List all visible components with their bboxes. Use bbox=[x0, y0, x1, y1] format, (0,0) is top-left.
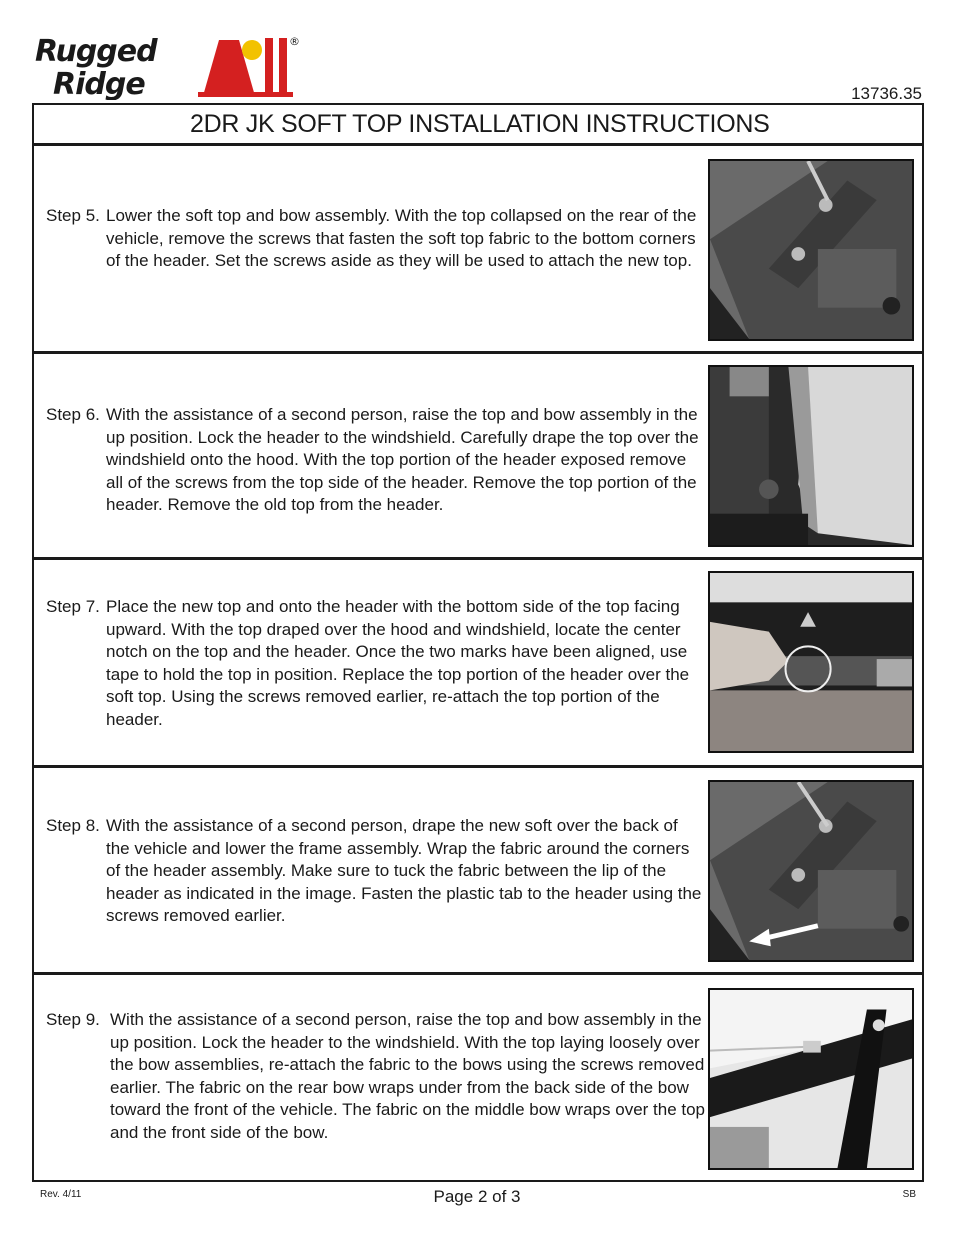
step-6-photo bbox=[708, 365, 914, 547]
step-9 bbox=[34, 975, 922, 1180]
step-label: Step 9. bbox=[46, 1010, 100, 1029]
title-row bbox=[34, 105, 922, 146]
author-initials: SB bbox=[902, 1189, 916, 1200]
step-body: With the assistance of a second person, raise the top and bow assembly in the up position. Lock the header to the windshield. Carefully drape the top over the windshield onto the hood. With the top portion of the header exposed remove all of the screws from the top side of the header. Remove the top portion of the header. Remove the old top from the header. bbox=[106, 405, 699, 514]
part-number: 13736.35 bbox=[851, 84, 922, 103]
logo-sun bbox=[242, 40, 262, 60]
logo-text-rugged: Rugged bbox=[35, 34, 157, 69]
step-7-photo bbox=[708, 571, 914, 753]
step-6 bbox=[34, 354, 922, 560]
step-label: Step 8. bbox=[46, 816, 100, 835]
step-5-photo bbox=[708, 159, 914, 341]
step-8-photo bbox=[708, 780, 914, 962]
rugged-ridge-logo bbox=[33, 30, 305, 100]
page-title: 2DR JK SOFT TOP INSTALLATION INSTRUCTIONS bbox=[190, 110, 770, 138]
step-7 bbox=[34, 560, 922, 768]
instruction-frame bbox=[32, 103, 924, 1182]
step-body: Lower the soft top and bow assembly. With the top collapsed on the rear of the vehicle, remove the screws that fasten the soft top fabric to the bottom corners of the header. Set the screws aside as they will be used to attach the new top. bbox=[106, 206, 697, 270]
step-9-photo bbox=[708, 988, 914, 1170]
step-label: Step 5. bbox=[46, 206, 100, 225]
step-body: With the assistance of a second person, drape the new soft over the back of the vehicle and lower the frame assembly. Wrap the fabric around the corners of the header assembly. Make sure to tuck the fabric between the lip of the header as indicated in the image. Fasten the plastic tab to the header using the screws removed earlier. bbox=[106, 816, 702, 925]
step-8 bbox=[34, 768, 922, 975]
step-body: With the assistance of a second person, raise the top and bow assembly in the up position. Lock the header to the windshield. With the top laying loosely over the bow assemblies, re-attach the fabric to the bows using the screws removed earlier. The fabric on the rear bow wraps under from the back side of the bow toward the front of the vehicle. The fabric on the middle bow wraps over the top and the front side of the bow. bbox=[110, 1010, 706, 1142]
registered-mark: ® bbox=[289, 35, 300, 48]
revision-label: Rev. 4/11 bbox=[40, 1189, 82, 1200]
step-body: Place the new top and onto the header with the bottom side of the top facing upward. With the top draped over the hood and windshield, locate the center notch on the top and the header. Once the two marks have been aligned, use tape to hold the top in position. Replace the top portion of the header over the soft top. Using the screws removed earlier, re-attach the top portion of the header. bbox=[106, 597, 690, 729]
step-label: Step 6. bbox=[46, 405, 100, 424]
step-label: Step 7. bbox=[46, 597, 100, 616]
step-5 bbox=[34, 146, 922, 354]
logo-text-ridge: Ridge bbox=[53, 67, 145, 100]
page-number: Page 2 of 3 bbox=[433, 1187, 521, 1206]
